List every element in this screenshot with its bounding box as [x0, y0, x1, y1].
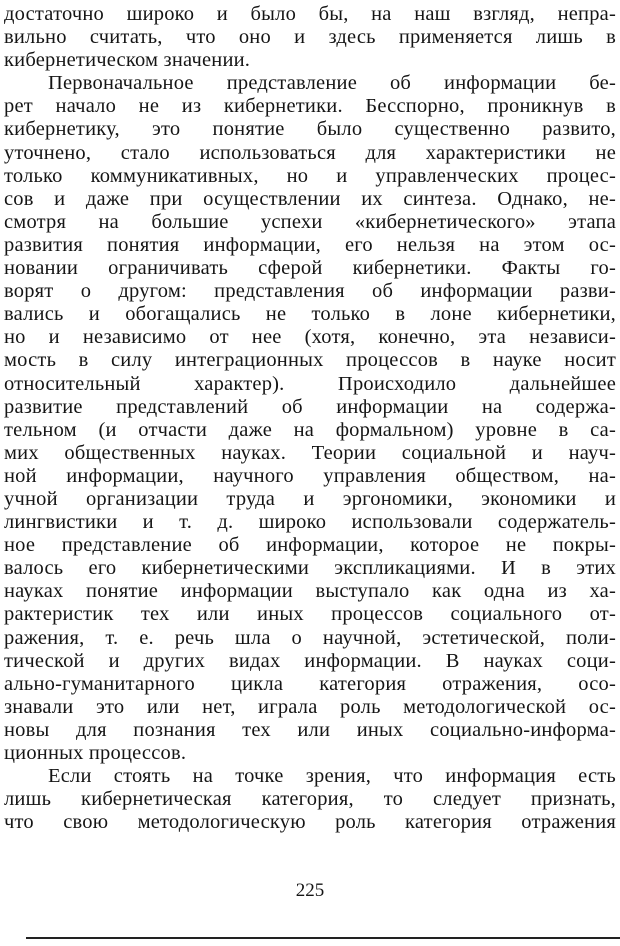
text-line: ально-гуманитарного цикла категория отражения, осо- — [4, 672, 616, 695]
text-line: развития понятия информации, его нельзя на этом ос- — [4, 233, 616, 256]
text-line: мих общественных науках. Теории социальной и науч- — [4, 441, 616, 464]
text-line: новы для познания тех или иных социально-информа- — [4, 718, 616, 741]
text-line: лингвистики и т. д. широко использовали содержатель- — [4, 511, 616, 534]
body-text — [4, 3, 616, 834]
text-line: новании ограничивать сферой кибернетики. Факты го- — [4, 257, 616, 280]
paragraph — [4, 765, 616, 834]
text-line: ражения, т. е. речь шла о научной, эстетической, поли- — [4, 626, 616, 649]
text-line: рактеристик тех или иных процессов социального от- — [4, 603, 616, 626]
page-number: 225 — [295, 880, 325, 901]
text-line: Если стоять на точке зрения, что информация есть — [48, 765, 616, 788]
text-line: лишь кибернетическая категория, то следует признать, — [4, 788, 616, 811]
text-line: тельном (и отчасти даже на формальном) уровне в са- — [4, 418, 616, 441]
text-line: ционных процессов. — [4, 742, 187, 764]
text-line: вильно считать, что оно и здесь применяется лишь в — [4, 26, 616, 49]
text-line: валось его кибернетическими экспликациями. И в этих — [4, 557, 616, 580]
text-line: но и независимо от нее (хотя, конечно, эта независи- — [4, 326, 616, 349]
text-line: Первоначальное представление об информации бе- — [48, 72, 616, 95]
text-line: тической и других видах информации. В науках соци- — [4, 649, 616, 672]
text-line: только коммуникативных, но и управленческих процес- — [4, 164, 616, 187]
text-line: вались и обогащались не только в лоне кибернетики, — [4, 303, 616, 326]
text-line: относительный характер). Происходило дальнейшее — [4, 372, 616, 395]
text-line: достаточно широко и было бы, на наш взгляд, непра- — [4, 3, 616, 25]
text-line: развитие представлений об информации на содержа- — [4, 395, 616, 418]
text-line: рет начало не из кибернетики. Бесспорно, проникнув в — [4, 95, 616, 118]
text-line: знавали это или нет, играла роль методологической ос- — [4, 695, 616, 718]
text-line: ворят о другом: представления об информации разви- — [4, 280, 616, 303]
text-line: сов и даже при осуществлении их синтеза. Однако, не- — [4, 187, 616, 210]
footer-rule — [26, 937, 620, 939]
text-line: что свою методологическую роль категория отражения — [4, 811, 616, 834]
text-line: мость в силу интеграционных процессов в науке носит — [4, 349, 616, 372]
text-line: кибернетику, это понятие было существенно развито, — [4, 118, 616, 141]
text-line: кибернетическом значении. — [4, 49, 251, 72]
text-line: науках понятие информации выступало как одна из ха- — [4, 580, 616, 603]
text-line: учной организации труда и эргономики, экономики и — [4, 487, 616, 510]
paragraph — [4, 72, 616, 765]
text-line: ной информации, научного управления обществом, на- — [4, 464, 616, 487]
paragraph — [4, 3, 616, 72]
text-line: ное представление об информации, которое не покры- — [4, 534, 616, 557]
text-line: уточнено, стало использоваться для характеристики не — [4, 141, 616, 164]
text-line: смотря на большие успехи «кибернетического» этапа — [4, 210, 616, 233]
